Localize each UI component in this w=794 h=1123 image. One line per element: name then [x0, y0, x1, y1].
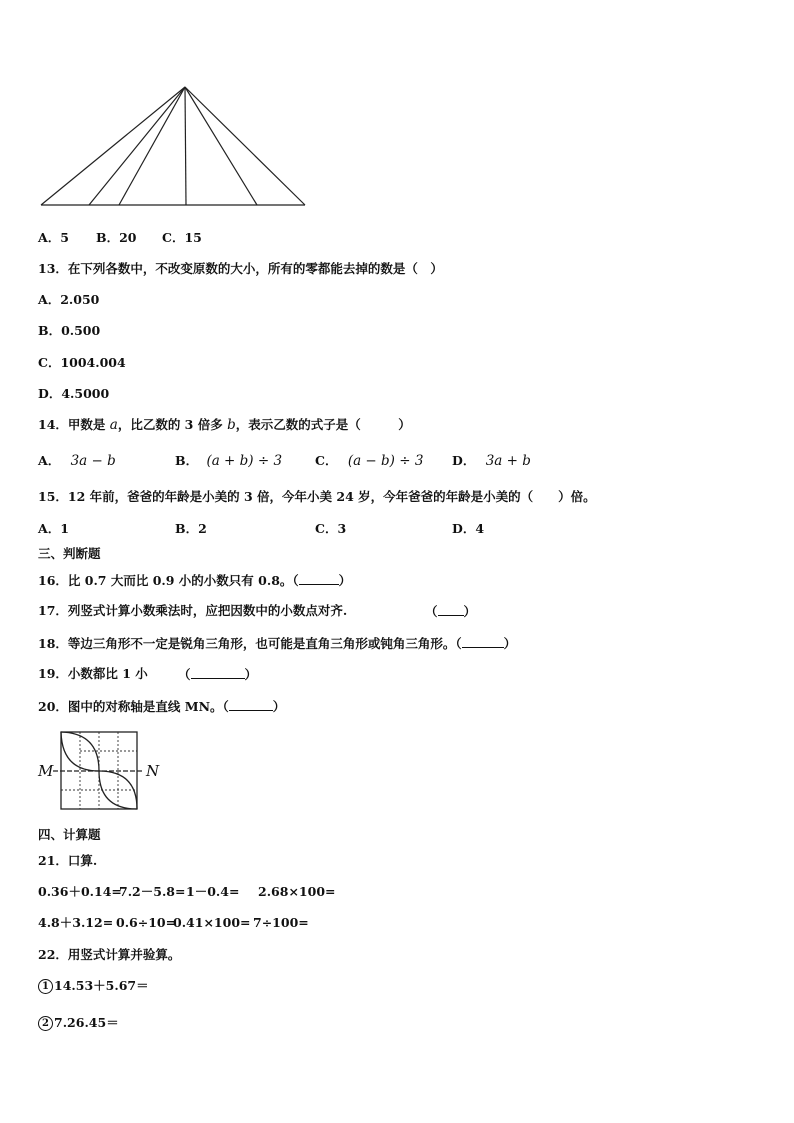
- q15-stem: 15．12 年前，爸爸的年龄是小美的 3 倍，今年小美 24 岁，今年爸爸的年龄是小美的（ ）倍。: [38, 489, 596, 504]
- triangle-figure: [35, 82, 315, 212]
- q21-stem: 21．口算.: [38, 853, 98, 868]
- section-3-heading: 三、判断题: [38, 546, 101, 561]
- q22-stem: 22．用竖式计算并验算。: [38, 947, 181, 962]
- q22-item-2-text: 7.26.45＝: [54, 1015, 119, 1030]
- q12-option-b: B．20: [96, 230, 137, 245]
- q14-option-d: [452, 453, 531, 469]
- q17-answer: [425, 603, 476, 620]
- q17-answer-blank[interactable]: [438, 603, 464, 616]
- q21-item-8: 7÷100=: [253, 915, 309, 930]
- q16: [38, 572, 351, 589]
- q14-option-b: [175, 453, 282, 469]
- q15-option-d: D．4: [452, 521, 485, 536]
- q14-option-c: [315, 453, 423, 469]
- q14-option-a: [38, 453, 116, 469]
- q21-item-3: 1－0.4=: [186, 884, 240, 899]
- q22-item-1-number: 1: [38, 979, 53, 994]
- q14-var-b: b: [227, 417, 236, 433]
- q21-item-1: 0.36＋0.14=: [38, 884, 122, 899]
- q13-option-c: C．1004.004: [38, 355, 126, 370]
- q20-label-n: N: [146, 762, 160, 780]
- q14-option-a-expr: 3a − b: [70, 453, 116, 469]
- q14-option-d-label: D．: [452, 453, 476, 468]
- q21-item-6: 0.6÷10=: [116, 915, 177, 930]
- q14-option-b-expr: (a + b) ÷ 3: [206, 453, 283, 469]
- q20: [38, 698, 285, 715]
- q13-option-b: B．0.500: [38, 323, 101, 338]
- section-4-heading: 四、计算题: [38, 827, 101, 842]
- q13-option-d: D．4.5000: [38, 386, 110, 401]
- q14-option-d-expr: 3a + b: [485, 453, 531, 469]
- q22-item-1: [38, 978, 149, 994]
- q14-stem: [38, 417, 411, 433]
- q14-option-a-label: A．: [38, 453, 61, 468]
- q21-item-7: 0.41×100=: [173, 915, 251, 930]
- q19-answer-blank[interactable]: [191, 666, 245, 679]
- q15-option-a: A．1: [38, 521, 69, 536]
- q22-item-2-number: 2: [38, 1016, 53, 1031]
- q20-answer-blank[interactable]: [229, 698, 273, 711]
- q17-close: ）: [463, 604, 477, 619]
- q17-stem: 17．列竖式计算小数乘法时，应把因数中的小数点对齐.: [38, 603, 348, 618]
- q18-stem: 18．等边三角形不一定是锐角三角形，也可能是直角三角形或钝角三角形。（: [38, 636, 462, 651]
- q20-stem: 20．图中的对称轴是直线 MN。（: [38, 699, 229, 714]
- q22-item-1-text: 14.53＋5.67＝: [54, 978, 149, 993]
- q20-close: ）: [272, 699, 286, 714]
- q12-option-c: C．15: [162, 230, 202, 245]
- q19-answer: [178, 666, 257, 683]
- q14-option-c-label: C．: [315, 453, 338, 468]
- q17-open: （: [425, 604, 438, 619]
- q18-close: ）: [503, 636, 517, 651]
- q22-item-2: [38, 1015, 119, 1031]
- q14-option-b-label: B．: [175, 453, 199, 468]
- q19-open: （: [178, 667, 191, 682]
- q18-answer-blank[interactable]: [462, 635, 504, 648]
- q14-stem-part-b: ，比乙数的 3 倍多: [117, 417, 228, 432]
- q12-option-a: A．5: [38, 230, 69, 245]
- q16-answer-blank[interactable]: [299, 572, 339, 585]
- q16-close: ）: [338, 573, 352, 588]
- q14-var-a: a: [109, 417, 118, 433]
- q21-item-5: 4.8＋3.12=: [38, 915, 114, 930]
- q13-stem: 13．在下列各数中，不改变原数的大小，所有的零都能去掉的数是（ ）: [38, 261, 443, 276]
- q13-option-a: A．2.050: [38, 292, 100, 307]
- q15-option-c: C．3: [315, 521, 347, 536]
- q21-item-4: 2.68×100=: [258, 884, 336, 899]
- q15-option-b: B．2: [175, 521, 207, 536]
- q20-label-m: M: [38, 762, 54, 780]
- q21-item-2: 7.2－5.8=: [119, 884, 186, 899]
- q16-stem: 16．比 0.7 大而比 0.9 小的小数只有 0.8。（: [38, 573, 299, 588]
- q14-option-c-expr: (a − b) ÷ 3: [347, 453, 424, 469]
- q19-close: ）: [244, 667, 258, 682]
- q14-stem-part-c: ，表示乙数的式子是（ ）: [235, 417, 411, 432]
- q18: [38, 635, 516, 652]
- q14-stem-part-a: 14．甲数是: [38, 417, 110, 432]
- q19-stem: 19．小数都比 1 小: [38, 666, 148, 681]
